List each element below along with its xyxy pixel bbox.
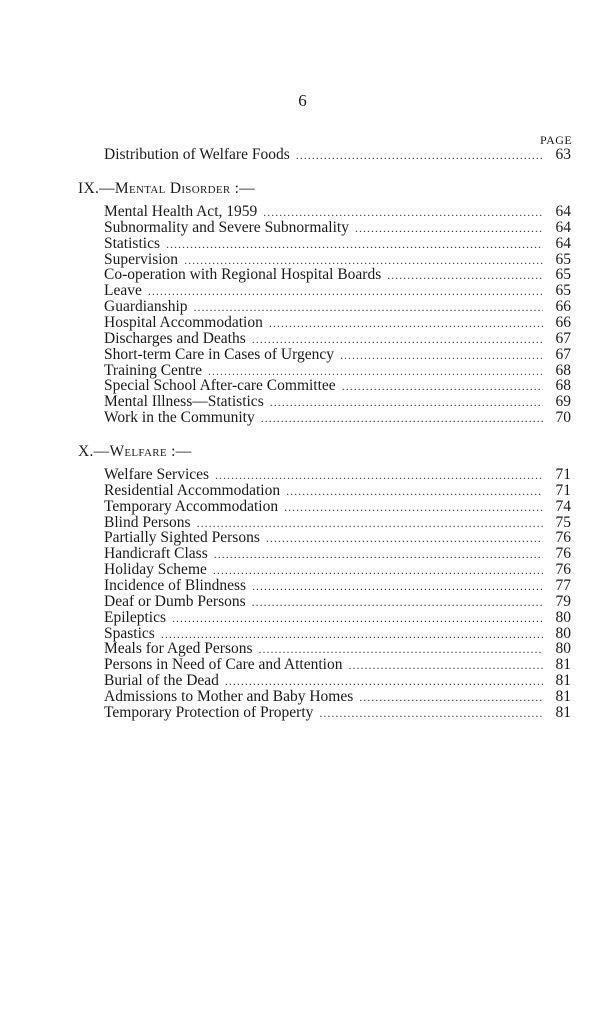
toc-entry-page: 80 xyxy=(555,624,571,642)
toc-entry xyxy=(104,545,571,562)
toc-entry-label: Burial of the Dead xyxy=(104,672,219,689)
toc-entry-page: 68 xyxy=(555,377,571,395)
toc-entry-page: 75 xyxy=(555,513,571,531)
toc-entry-label: Special School After-care Committee xyxy=(104,377,336,395)
toc-entry-label: Hospital Accommodation xyxy=(104,313,263,331)
toc-entry xyxy=(104,314,571,331)
toc-entry-page: 66 xyxy=(555,298,571,316)
toc-entry-page: 76 xyxy=(555,545,571,563)
toc-entry xyxy=(104,219,571,236)
toc-entry xyxy=(104,625,571,642)
toc-entry-label: Work in the Community xyxy=(104,409,255,426)
toc-entry-page: 79 xyxy=(555,592,571,610)
page-column-heading: PAGE xyxy=(540,133,573,147)
dot-leader xyxy=(261,410,543,427)
toc-entry-label: Partially Sighted Persons xyxy=(104,529,260,547)
toc-entry-label: Deaf or Dumb Persons xyxy=(104,592,246,610)
toc-entry xyxy=(104,609,571,626)
toc-entry-page: 80 xyxy=(555,608,571,626)
section-heading: IX.—Mental Disorder :— xyxy=(78,180,256,197)
toc-entry xyxy=(104,640,571,657)
toc-entry-page: 81 xyxy=(555,656,571,674)
toc-entry-page: 65 xyxy=(555,282,571,300)
toc-entry xyxy=(104,251,571,268)
toc-entry-page: 64 xyxy=(555,203,571,220)
dot-leader xyxy=(296,147,543,164)
toc-entry-label: Subnormality and Severe Subnormality xyxy=(104,218,349,236)
toc-entry-page: 81 xyxy=(555,703,571,721)
toc-entry-label: Short-term Care in Cases of Urgency xyxy=(104,345,335,363)
toc-entry-label: Blind Persons xyxy=(104,513,191,531)
toc-entry-page: 80 xyxy=(555,640,571,658)
toc-entry xyxy=(104,346,571,363)
toc-entry xyxy=(104,704,571,721)
toc-entry xyxy=(104,688,571,705)
toc-entry-page: 71 xyxy=(555,481,571,499)
toc-entry-label: Epileptics xyxy=(104,608,166,626)
toc-entry-label: Supervision xyxy=(104,250,179,268)
toc-entry-page: 69 xyxy=(555,393,571,411)
toc-entry xyxy=(104,561,571,578)
toc-entry-label: Statistics xyxy=(104,234,160,252)
toc-entry xyxy=(104,466,571,483)
toc-entry-page: 70 xyxy=(555,409,571,426)
toc-entry xyxy=(104,514,571,531)
toc-entry-label: Mental Illness—Statistics xyxy=(104,393,264,411)
toc-entry xyxy=(104,235,571,252)
toc-entry-label: Admissions to Mother and Baby Homes xyxy=(104,687,354,705)
toc-entry xyxy=(104,577,571,594)
toc-entry xyxy=(104,672,571,689)
toc-entry xyxy=(104,282,571,299)
toc-entry xyxy=(104,482,571,499)
toc-entry-label: Welfare Services xyxy=(104,466,210,483)
toc-entry-label: Persons in Need of Care and Attention xyxy=(104,656,343,674)
toc-entry-label: Meals for Aged Persons xyxy=(104,640,253,658)
toc-entry-label: Holiday Scheme xyxy=(104,561,207,579)
toc-entry xyxy=(104,298,571,315)
toc-entry-label: Spastics xyxy=(104,624,155,642)
page-number: 6 xyxy=(298,91,307,110)
toc-entry-page: 64 xyxy=(555,218,571,236)
toc-entry-label: Distribution of Welfare Foods xyxy=(104,146,290,163)
toc-entry-page: 66 xyxy=(555,313,571,331)
toc-entry-page: 77 xyxy=(555,577,571,594)
section-heading: X.—Welfare :— xyxy=(78,443,192,460)
toc-entry-page: 65 xyxy=(555,266,571,284)
dot-leader xyxy=(319,705,543,722)
toc-entry xyxy=(104,656,571,673)
toc-entry-page: 67 xyxy=(555,345,571,363)
toc-entry-page: 81 xyxy=(555,672,571,689)
toc-entry xyxy=(104,409,571,426)
toc-entry-label: Residential Accommodation xyxy=(104,481,281,499)
toc-entry-page: 65 xyxy=(555,250,571,268)
toc-entry-page: 81 xyxy=(555,687,571,705)
toc-entry-label: Discharges and Deaths xyxy=(104,329,246,347)
toc-entry-label: Incidence of Blindness xyxy=(104,577,247,594)
toc-entry xyxy=(104,362,571,379)
toc-entry xyxy=(104,266,571,283)
toc-entry-label: Guardianship xyxy=(104,298,188,316)
toc-entry xyxy=(104,529,571,546)
toc-entry-page: 67 xyxy=(555,329,571,347)
toc-entry-welfare-foods xyxy=(104,146,571,163)
toc-entry-label: Mental Health Act, 1959 xyxy=(104,203,258,220)
toc-entry xyxy=(104,377,571,394)
toc-entry xyxy=(104,498,571,515)
toc-entry-label: Co-operation with Regional Hospital Boards xyxy=(104,266,382,284)
toc-entry-label: Temporary Protection of Property xyxy=(104,703,314,721)
toc-entry-page: 68 xyxy=(555,361,571,379)
toc-entry-label: Handicraft Class xyxy=(104,545,208,563)
toc-entry-page: 76 xyxy=(555,561,571,579)
toc-entry-page: 63 xyxy=(555,146,571,163)
toc-entry-page: 71 xyxy=(555,466,571,483)
toc-entry xyxy=(104,203,571,220)
toc-entry xyxy=(104,330,571,347)
toc-entry-page: 74 xyxy=(555,497,571,515)
toc-entry-label: Training Centre xyxy=(104,361,203,379)
toc-entry-page: 64 xyxy=(555,234,571,252)
toc-entry-label: Leave xyxy=(104,282,142,300)
toc-entry xyxy=(104,393,571,410)
toc-entry xyxy=(104,593,571,610)
toc-entry-label: Temporary Accommodation xyxy=(104,497,279,515)
toc-entry-page: 76 xyxy=(555,529,571,547)
